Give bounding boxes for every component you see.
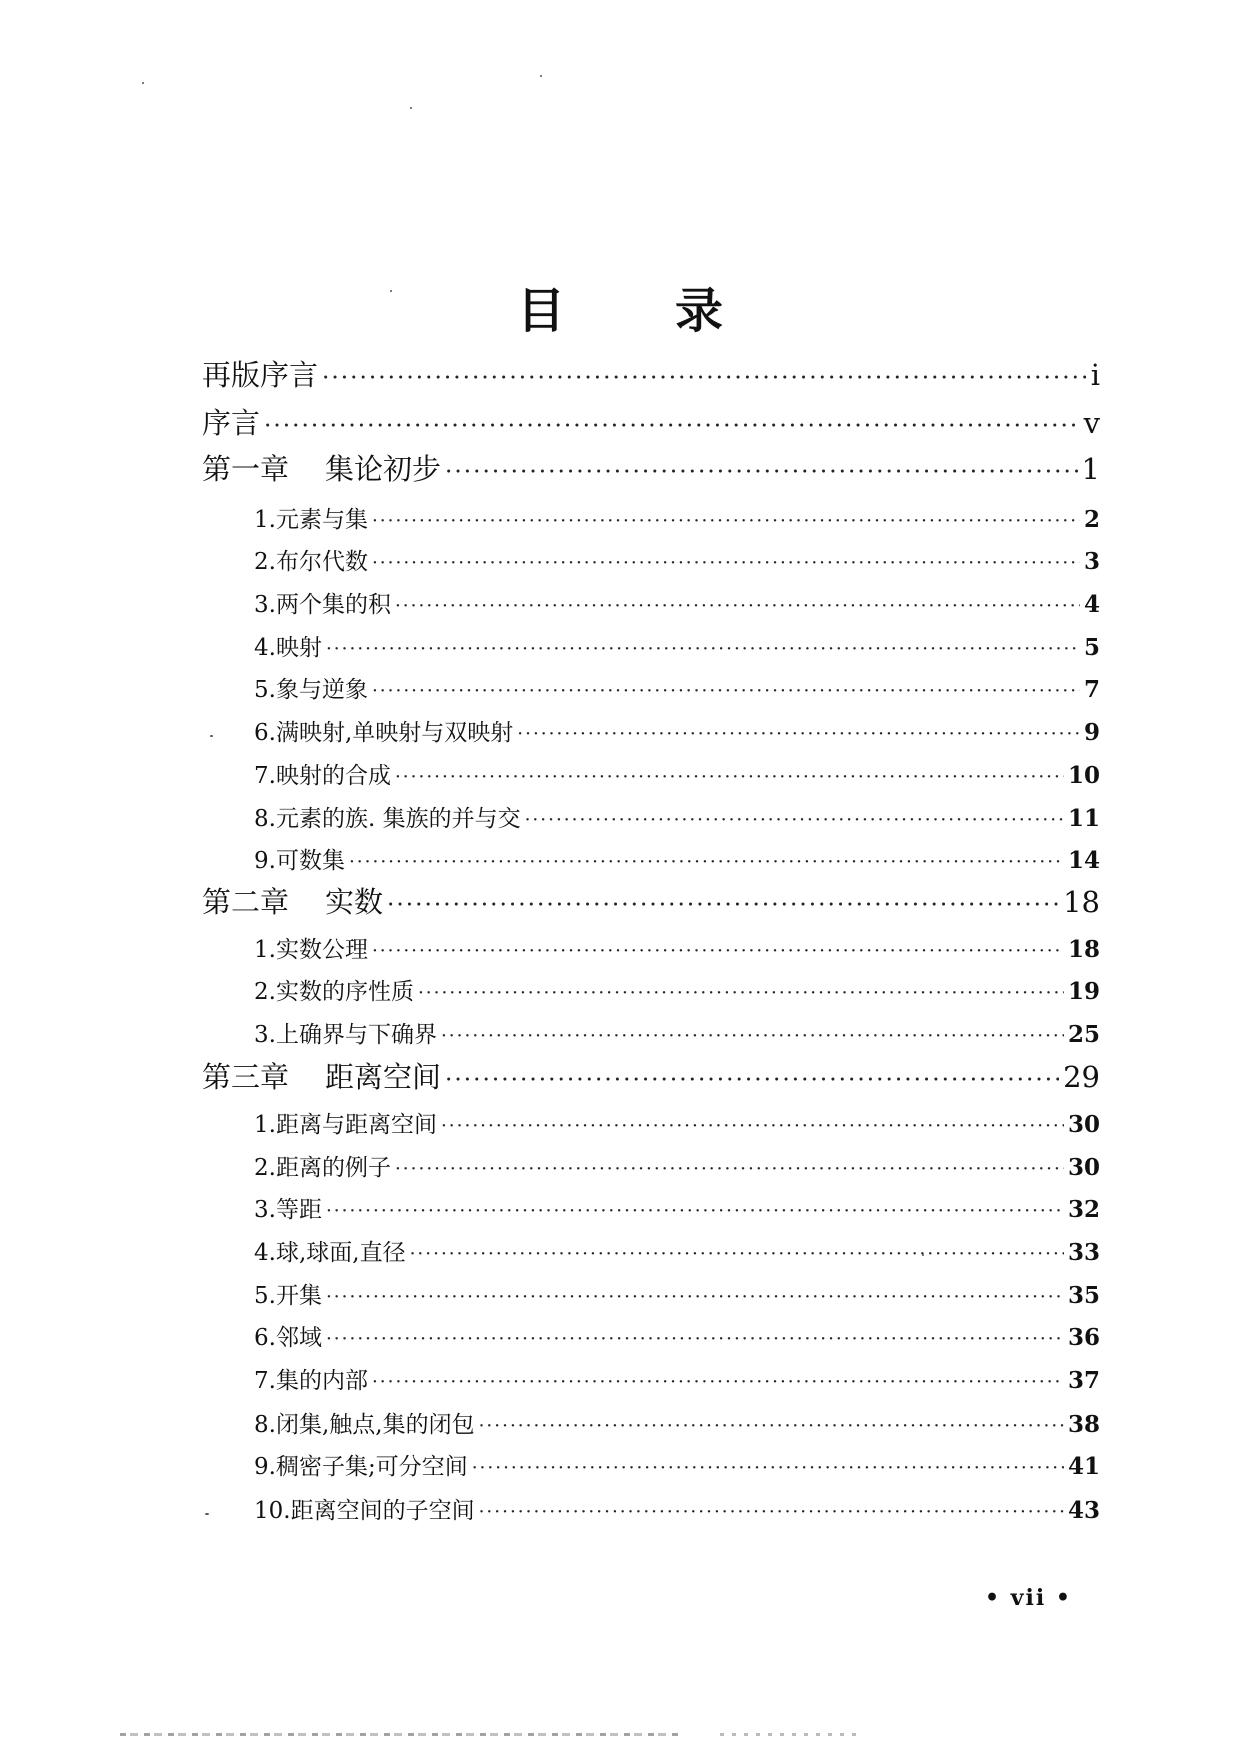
toc-entry-label [254, 1448, 468, 1481]
toc-entry-label [254, 501, 368, 534]
toc-section-entry[interactable] [254, 1362, 1100, 1395]
toc-leader-dots [387, 891, 1059, 918]
toc-page-number: 10 [1067, 762, 1100, 789]
toc-chapter-entry[interactable] [202, 353, 1100, 394]
toc-leader-dots [349, 852, 1064, 873]
toc-entry-label [254, 931, 368, 964]
toc-leader-dots [326, 1201, 1064, 1222]
scan-speck [390, 290, 392, 292]
toc-section-entry[interactable] [254, 757, 1100, 790]
toc-entry-label [254, 1191, 322, 1224]
toc-page-number: 38 [1067, 1411, 1100, 1438]
toc-page-number: 37 [1067, 1367, 1100, 1394]
toc-entry-title: 再版序言 [202, 358, 319, 392]
toc-leader-dots [472, 1458, 1064, 1479]
toc-page-number: i [1090, 358, 1100, 392]
toc-leader-dots [372, 681, 1080, 702]
toc-section-entry[interactable] [254, 671, 1100, 704]
toc-chapter-entry[interactable] [202, 1055, 1100, 1096]
toc-entry-title: 3.上确界与下确界 [254, 1022, 437, 1048]
toc-leader-dots [372, 941, 1064, 962]
toc-section-entry[interactable] [254, 1277, 1100, 1310]
toc-section-entry[interactable] [254, 1234, 1100, 1267]
page-folio: • vii • [985, 1585, 1072, 1611]
toc-section-entry[interactable] [254, 714, 1100, 747]
toc-entry-label [202, 353, 318, 394]
toc-leader-dots [264, 412, 1080, 439]
toc-page-number: 9 [1083, 719, 1100, 746]
scan-speck [210, 735, 213, 737]
toc-leader-dots [322, 364, 1087, 391]
toc-entry-label [202, 880, 383, 921]
toc-entry-title: 8.闭集,触点,集的闭包 [254, 1412, 475, 1438]
toc-entry-label [254, 842, 345, 875]
toc-page-number: 29 [1063, 1060, 1100, 1094]
toc-entry-label [202, 401, 260, 442]
toc-leader-dots [410, 1244, 1064, 1265]
toc-page-number: 36 [1067, 1324, 1100, 1351]
toc-entry-title: 实数 [325, 885, 384, 919]
toc-section-entry[interactable] [254, 1106, 1100, 1139]
toc-section-entry[interactable] [254, 586, 1100, 619]
toc-entry-label [254, 714, 513, 747]
toc-chapter-number: 第二章 [202, 885, 290, 919]
toc-entry-title: 1.元素与集 [254, 507, 368, 533]
toc-page-number: 33 [1067, 1239, 1100, 1266]
toc-page-number: 43 [1067, 1497, 1100, 1524]
toc-page-number: 11 [1067, 805, 1100, 832]
toc-section-entry[interactable] [254, 1406, 1100, 1439]
toc-section-entry[interactable] [254, 543, 1100, 576]
toc-entry-label [254, 1362, 368, 1395]
toc-leader-dots [479, 1502, 1064, 1523]
toc-leader-dots [395, 596, 1080, 617]
toc-section-entry[interactable] [254, 1319, 1100, 1352]
scan-speck [922, 1254, 924, 1256]
toc-entry-title: 7.集的内部 [254, 1368, 368, 1394]
toc-section-entry[interactable] [254, 931, 1100, 964]
toc-entry-title: 序言 [202, 406, 261, 440]
toc-entry-label [254, 1406, 475, 1439]
toc-entry-title: 4.球,球面,直径 [254, 1240, 406, 1266]
toc-entry-title: 集论初步 [325, 452, 442, 486]
toc-entry-label [254, 1277, 322, 1310]
title-char-2: 录 [675, 283, 724, 339]
toc-page-number: 7 [1083, 676, 1100, 703]
scan-artifact-line [120, 1733, 680, 1736]
toc-page-number: 30 [1067, 1154, 1100, 1181]
toc-section-entry[interactable] [254, 629, 1100, 662]
toc-entry-title: 8.元素的族. 集族的并与交 [254, 806, 521, 832]
toc-entry-label [254, 629, 322, 662]
toc-leader-dots [479, 1416, 1064, 1437]
scan-artifact-line [720, 1733, 860, 1736]
toc-section-entry[interactable] [254, 800, 1100, 833]
toc-entry-label [254, 1492, 475, 1525]
scan-speck [205, 1513, 209, 1515]
toc-entry-title: 9.稠密子集;可分空间 [254, 1454, 468, 1480]
toc-page-number: 1 [1081, 452, 1100, 486]
toc-section-entry[interactable] [254, 501, 1100, 534]
toc-entry-title: 7.映射的合成 [254, 763, 391, 789]
toc-section-entry[interactable] [254, 1492, 1100, 1525]
toc-chapter-entry[interactable] [202, 880, 1100, 921]
toc-section-entry[interactable] [254, 1016, 1100, 1049]
toc-page-number: 32 [1067, 1196, 1100, 1223]
toc-leader-dots [372, 1372, 1064, 1393]
toc-entry-title: 6.邻域 [254, 1325, 322, 1351]
toc-entry-title: 3.两个集的积 [254, 592, 391, 618]
toc-section-entry[interactable] [254, 1149, 1100, 1182]
toc-leader-dots [441, 1116, 1064, 1137]
scan-speck [142, 82, 144, 84]
toc-page-number: 18 [1067, 936, 1100, 963]
toc-entry-label [254, 543, 368, 576]
toc-entry-title: 9.可数集 [254, 848, 345, 874]
toc-section-entry[interactable] [254, 1448, 1100, 1481]
toc-entry-title: 10.距离空间的子空间 [254, 1498, 475, 1524]
toc-page-number: v [1083, 406, 1100, 440]
title-char-1: 目 [516, 283, 565, 339]
toc-page-number: 41 [1067, 1453, 1100, 1480]
toc-leader-dots [372, 511, 1080, 532]
toc-entry-title: 1.距离与距离空间 [254, 1112, 437, 1138]
toc-entry-label [254, 1149, 391, 1182]
toc-leader-dots [445, 458, 1078, 485]
toc-page-number: 25 [1067, 1021, 1100, 1048]
toc-leader-dots [326, 1287, 1064, 1308]
toc-page-number: 35 [1067, 1282, 1100, 1309]
toc-page-number: 5 [1083, 634, 1100, 661]
toc-entry-title: 5.象与逆象 [254, 677, 368, 703]
toc-leader-dots [525, 810, 1064, 831]
toc-entry-label [202, 447, 441, 488]
toc-page-number: 14 [1067, 847, 1100, 874]
toc-page-number: 4 [1083, 591, 1100, 618]
toc-leader-dots [326, 1329, 1064, 1350]
toc-leader-dots [517, 724, 1080, 745]
toc-entry-label [254, 1319, 322, 1352]
toc-entry-label [254, 973, 414, 1006]
toc-entry-label [254, 1106, 437, 1139]
toc-entry-title: 2.实数的序性质 [254, 979, 414, 1005]
toc-leader-dots [326, 639, 1080, 660]
toc-chapter-number: 第三章 [202, 1060, 290, 1094]
toc-entry-title: 6.满映射,单映射与双映射 [254, 720, 514, 746]
toc-leader-dots [395, 1159, 1064, 1180]
toc-page-number: 19 [1067, 978, 1100, 1005]
toc-page-number: 18 [1063, 885, 1100, 919]
toc-section-entry[interactable] [254, 1191, 1100, 1224]
toc-entry-title: 4.映射 [254, 635, 322, 661]
toc-leader-dots [372, 553, 1080, 574]
toc-entry-title: 距离空间 [325, 1060, 442, 1094]
toc-leader-dots [441, 1026, 1064, 1047]
toc-entry-label [254, 1234, 406, 1267]
toc-entry-label [254, 757, 391, 790]
toc-page-number: 2 [1083, 506, 1100, 533]
toc-entry-title: 2.距离的例子 [254, 1155, 391, 1181]
toc-entry-title: 2.布尔代数 [254, 549, 368, 575]
toc-section-entry[interactable] [254, 842, 1100, 875]
toc-chapter-entry[interactable] [202, 401, 1100, 442]
toc-leader-dots [395, 767, 1064, 788]
toc-chapter-entry[interactable] [202, 447, 1100, 488]
scan-speck [410, 107, 412, 109]
toc-entry-title: 3.等距 [254, 1197, 322, 1223]
toc-page-number: 30 [1067, 1111, 1100, 1138]
toc-entry-label [254, 671, 368, 704]
toc-entry-label [254, 800, 521, 833]
toc-entry-title: 1.实数公理 [254, 937, 368, 963]
toc-page-number: 3 [1083, 548, 1100, 575]
toc-entry-label [254, 586, 391, 619]
scan-speck [540, 75, 542, 77]
toc-leader-dots [445, 1066, 1059, 1093]
toc-entry-label [202, 1055, 441, 1096]
toc-section-entry[interactable] [254, 973, 1100, 1006]
toc-entry-label [254, 1016, 437, 1049]
toc-chapter-number: 第一章 [202, 452, 290, 486]
toc-leader-dots [418, 983, 1064, 1004]
toc-entry-title: 5.开集 [254, 1283, 322, 1309]
